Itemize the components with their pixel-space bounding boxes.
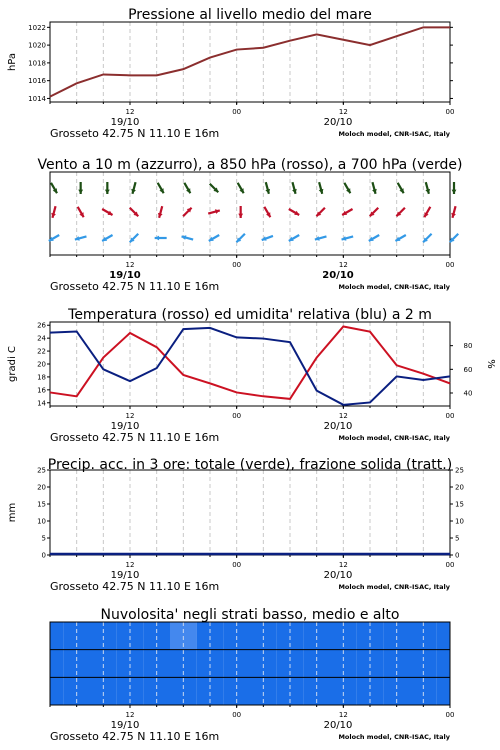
- model-label: Moloch model, CNR-ISAC, Italy: [338, 583, 450, 591]
- x-tick-label: 12: [125, 108, 135, 116]
- location-label: Grosseto 42.75 N 11.10 E 16m: [50, 127, 220, 140]
- x-day-label: 19/10: [110, 117, 140, 128]
- cloud-cell: [50, 622, 63, 650]
- x-tick-label: 12: [125, 711, 135, 719]
- x-day-label: 19/10: [110, 570, 140, 581]
- y-tick-label: 22: [37, 347, 46, 356]
- y2-tick-label: 20: [455, 483, 464, 492]
- x-day-label: 19/10: [109, 270, 141, 281]
- x-tick-label: 12: [125, 561, 135, 569]
- x-tick-label: 00: [445, 711, 455, 719]
- y2-axis-label: %: [485, 359, 496, 369]
- wind-arrow-head: [105, 190, 110, 194]
- y2-tick-label: 25: [455, 466, 464, 475]
- y-tick-label: 1020: [28, 41, 46, 50]
- wind-arrow: [452, 182, 457, 194]
- y-tick-label: 10: [37, 517, 46, 526]
- wind-arrow: [210, 184, 218, 192]
- model-label: Moloch model, CNR-ISAC, Italy: [338, 130, 450, 138]
- y-tick-label: 0: [41, 551, 46, 560]
- wind-arrow: [238, 206, 243, 218]
- wind-arrow-head: [452, 190, 457, 194]
- x-tick-label: 00: [232, 108, 242, 116]
- x-tick-label: 12: [125, 412, 135, 420]
- x-tick-label: 00: [232, 711, 242, 719]
- wind-arrow: [319, 182, 324, 194]
- wind-arrow: [78, 207, 84, 217]
- x-tick-label: 00: [232, 261, 242, 269]
- wind-arrow: [292, 182, 297, 194]
- wind-arrow-head: [238, 214, 243, 218]
- wind-arrow: [450, 234, 458, 242]
- x-tick-label: 12: [338, 412, 348, 420]
- y-tick-label: 15: [37, 500, 46, 509]
- x-tick-label: 12: [338, 561, 348, 569]
- y-tick-label: 1022: [28, 23, 46, 32]
- x-tick-label: 00: [232, 412, 242, 420]
- chart-title: Temperatura (rosso) ed umidita' relativa (blu) a 2 m: [68, 307, 432, 323]
- y2-tick-label: 40: [463, 389, 473, 398]
- y-axis-label: mm: [7, 502, 18, 523]
- wind-arrow: [105, 182, 110, 194]
- humidity-line: [50, 328, 450, 405]
- cloud-cell: [437, 650, 450, 678]
- temperature-panel: [7, 307, 496, 444]
- chart-title: Nuvolosita' negli strati basso, medio e alto: [100, 607, 400, 623]
- cloud-cell: [437, 677, 450, 705]
- x-day-label: 20/10: [323, 570, 353, 581]
- wind-arrow: [265, 182, 270, 194]
- x-tick-label: 00: [445, 561, 455, 569]
- y-tick-label: 1018: [28, 59, 46, 68]
- precipitation-panel: [7, 457, 464, 593]
- wind-arrow: [396, 208, 404, 216]
- chart-title: Precip. acc. in 3 ore: totale (verde), frazione solida (tratt.): [47, 457, 453, 473]
- y2-tick-label: 10: [455, 517, 464, 526]
- wind-arrow: [370, 208, 378, 216]
- y-tick-label: 20: [37, 360, 46, 369]
- y-tick-label: 24: [37, 334, 46, 343]
- wind-arrow: [344, 183, 350, 193]
- y-tick-label: 18: [37, 373, 46, 382]
- location-label: Grosseto 42.75 N 11.10 E 16m: [50, 580, 220, 593]
- x-tick-label: 12: [338, 261, 348, 269]
- plot-frame: [50, 470, 450, 555]
- x-tick-label: 00: [445, 412, 455, 420]
- wind-arrow: [130, 234, 138, 242]
- y-tick-label: 20: [37, 483, 46, 492]
- wind-arrow: [182, 235, 194, 240]
- y-tick-label: 14: [37, 399, 46, 408]
- wind-panel: [37, 157, 462, 293]
- model-label: Moloch model, CNR-ISAC, Italy: [338, 434, 450, 442]
- cloud-cell: [437, 622, 450, 650]
- cloud-cell: [50, 650, 63, 678]
- cloud-cells: [50, 622, 450, 705]
- wind-arrow: [158, 183, 164, 193]
- wind-arrow: [236, 234, 244, 242]
- location-label: Grosseto 42.75 N 11.10 E 16m: [50, 280, 220, 293]
- x-day-label: 20/10: [323, 117, 353, 128]
- wind-arrow-head: [78, 190, 83, 194]
- wind-arrow: [158, 206, 163, 218]
- x-tick-label: 00: [445, 261, 455, 269]
- x-tick-label: 00: [445, 108, 455, 116]
- pressure-line: [50, 27, 450, 96]
- y-tick-label: 5: [41, 534, 46, 543]
- chart-title: Vento a 10 m (azzurro), a 850 hPa (rosso), a 700 hPa (verde): [37, 157, 463, 173]
- wind-arrow: [183, 208, 191, 216]
- y-tick-label: 1016: [28, 77, 46, 86]
- x-day-label: 20/10: [322, 270, 354, 281]
- y2-tick-label: 5: [455, 534, 460, 543]
- y-tick-label: 16: [37, 386, 46, 395]
- y-tick-label: 1014: [28, 94, 46, 103]
- x-day-label: 19/10: [110, 720, 140, 731]
- wind-arrow: [424, 207, 430, 217]
- x-tick-label: 00: [232, 561, 242, 569]
- pressure-panel: [7, 7, 454, 140]
- x-day-label: 20/10: [323, 421, 353, 432]
- wind-arrow: [372, 182, 377, 194]
- y-axis-label: hPa: [7, 52, 18, 72]
- wind-arrow: [184, 183, 190, 193]
- wind-arrow: [51, 206, 56, 218]
- x-day-label: 20/10: [323, 720, 353, 731]
- location-label: Grosseto 42.75 N 11.10 E 16m: [50, 431, 220, 444]
- model-label: Moloch model, CNR-ISAC, Italy: [338, 283, 450, 291]
- wind-arrow: [398, 183, 404, 193]
- cloud-cell: [50, 677, 63, 705]
- plot-frame: [50, 22, 450, 102]
- x-tick-label: 12: [338, 711, 348, 719]
- wind-arrow: [316, 208, 324, 216]
- wind-arrow: [51, 183, 57, 193]
- y2-tick-label: 60: [463, 365, 473, 374]
- wind-arrow: [130, 208, 138, 216]
- y-axis-label: gradi C: [7, 346, 18, 382]
- wind-arrow: [423, 234, 431, 242]
- wind-arrow: [238, 183, 244, 193]
- x-tick-label: 12: [338, 108, 348, 116]
- wind-arrow: [425, 182, 430, 194]
- y-tick-label: 25: [37, 466, 46, 475]
- wind-arrow: [264, 207, 270, 217]
- chart-title: Pressione al livello medio del mare: [128, 7, 372, 23]
- wind-arrow: [451, 206, 456, 218]
- y2-tick-label: 80: [463, 342, 473, 351]
- model-label: Moloch model, CNR-ISAC, Italy: [338, 733, 450, 741]
- y2-tick-label: 0: [455, 551, 460, 560]
- x-tick-label: 12: [125, 261, 135, 269]
- y2-tick-label: 15: [455, 500, 464, 509]
- wind-arrow: [78, 182, 83, 194]
- location-label: Grosseto 42.75 N 11.10 E 16m: [50, 730, 220, 743]
- y-tick-label: 26: [37, 321, 46, 330]
- wind-arrow: [131, 182, 136, 194]
- x-day-label: 19/10: [110, 421, 140, 432]
